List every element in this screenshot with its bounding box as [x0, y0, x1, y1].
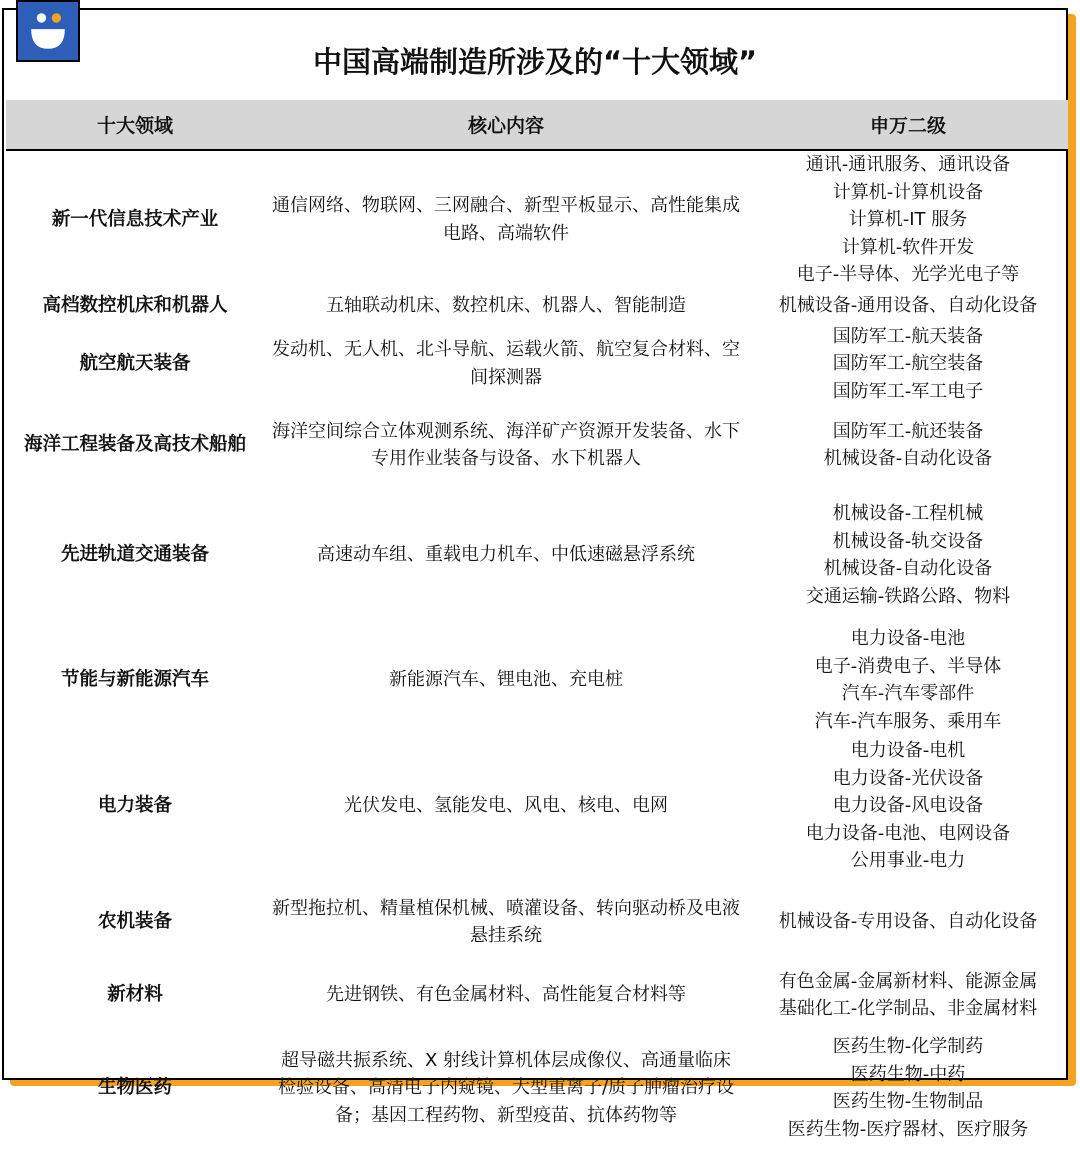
cell-sw-level2	[748, 877, 1068, 967]
sw-industry-line: 医药生物-生物制品	[832, 1091, 984, 1112]
cell-core-content: 新型拖拉机、精量植保机械、喷灌设备、转向驱动桥及电液悬挂系统	[272, 897, 740, 946]
column-header-content: 核心内容	[264, 100, 748, 150]
sw-industry-line: 计算机-IT 服务	[848, 209, 968, 230]
sw-industry-line: 国防军工-航天装备	[832, 325, 984, 347]
table-row	[6, 967, 1068, 1023]
sw-industry-line: 电子-消费电子、半导体	[814, 655, 1002, 677]
sw-industry-line: 公用事业-电力	[850, 850, 966, 872]
table-row	[6, 877, 1068, 967]
sw-industry-line: 机械设备-通用设备、自动化设备	[778, 294, 1038, 316]
sw-industry-line: 医药生物-中药	[850, 1063, 966, 1085]
sw-industry-line: 通讯-通讯服务、通讯设备	[805, 154, 1011, 175]
cell-sw-level2	[748, 735, 1068, 877]
cell-sw-level2	[748, 150, 1068, 289]
sw-industry-line: 机械设备-自动化设备	[823, 448, 993, 469]
cell-domain: 农机装备	[97, 911, 172, 933]
table-row	[6, 405, 1068, 485]
cell-domain: 先进轨道交通装备	[60, 544, 209, 566]
sw-industry-line: 机械设备-工程机械	[832, 503, 984, 524]
table-header-row	[6, 100, 1068, 150]
cell-core-content: 超导磁共振系统、X 射线计算机体层成像仪、高通量临床检验设备、高清电子内窥镜、大型重离子/质子肿瘤治疗设备；基因工程药物、新型疫苗、抗体药物等	[277, 1049, 735, 1126]
table-body	[6, 150, 1068, 1153]
cell-domain: 电力装备	[97, 795, 172, 817]
sw-industry-line: 机械设备-专用设备、自动化设备	[778, 911, 1038, 933]
cell-domain: 生物医药	[97, 1077, 172, 1099]
sw-industry-line: 电力设备-光伏设备	[832, 767, 984, 789]
sw-industry-line: 国防军工-航空装备	[832, 353, 984, 374]
table-row	[6, 625, 1068, 735]
cell-domain: 海洋工程装备及高技术船舶	[23, 434, 246, 456]
cell-domain: 航空航天装备	[79, 353, 191, 374]
sw-industry-line: 基础化工-化学制品、非金属材料	[778, 998, 1038, 1019]
cell-sw-level2	[748, 1023, 1068, 1153]
cell-core-content: 五轴联动机床、数控机床、机器人、智能制造	[326, 294, 686, 316]
sw-industry-line: 电力设备-电池、电网设备	[805, 822, 1011, 844]
sw-industry-line: 机械设备-自动化设备	[823, 558, 993, 579]
table-row	[6, 150, 1068, 289]
cell-core-content: 光伏发电、氢能发电、风电、核电、电网	[344, 795, 668, 817]
cell-domain: 新材料	[107, 984, 163, 1006]
sw-industry-line: 医药生物-化学制药	[832, 1036, 984, 1057]
sw-industry-line: 电力设备-风电设备	[832, 795, 984, 817]
cell-core-content: 新能源汽车、锂电池、充电桩	[389, 669, 623, 691]
sw-industry-line: 交通运输-铁路公路、物料	[805, 585, 1011, 607]
sw-industry-line: 汽车-汽车零部件	[841, 683, 975, 704]
domains-table	[6, 100, 1068, 1153]
smiley-face-icon	[18, 2, 78, 60]
column-header-domain: 十大领域	[6, 100, 264, 150]
sw-industry-line: 国防军工-航还装备	[832, 420, 984, 442]
sw-industry-line: 电力设备-电池	[850, 628, 966, 649]
cell-core-content: 海洋空间综合立体观测系统、海洋矿产资源开发装备、水下专用作业装备与设备、水下机器人	[272, 420, 740, 469]
cell-sw-level2	[748, 625, 1068, 735]
sw-industry-line: 电子-半导体、光学光电子等	[796, 264, 1020, 285]
table-row	[6, 1023, 1068, 1153]
sw-industry-line: 机械设备-轨交设备	[832, 530, 984, 552]
logo	[16, 0, 80, 62]
sw-industry-line: 电力设备-电机	[850, 740, 966, 762]
table-card	[2, 8, 1068, 1140]
sw-industry-line: 计算机-软件开发	[841, 236, 975, 258]
table-row	[6, 735, 1068, 877]
sw-industry-line: 医药生物-医疗器材、医疗服务	[787, 1118, 1029, 1140]
page-title: 中国高端制造所涉及的“十大领域”	[312, 45, 758, 79]
sw-industry-line: 汽车-汽车服务、乘用车	[814, 710, 1002, 732]
table-row	[6, 323, 1068, 406]
cell-sw-level2	[748, 967, 1068, 1023]
table-row	[6, 485, 1068, 625]
cell-core-content: 高速动车组、重载电力机车、中低速磁悬浮系统	[317, 544, 695, 566]
column-header-sw-level2: 申万二级	[748, 100, 1068, 150]
cell-sw-level2	[748, 405, 1068, 485]
cell-sw-level2	[748, 289, 1068, 323]
cell-core-content: 通信网络、物联网、三网融合、新型平板显示、高性能集成电路、高端软件	[272, 195, 740, 244]
sw-industry-line: 计算机-计算机设备	[832, 181, 984, 203]
cell-core-content: 先进钢铁、有色金属材料、高性能复合材料等	[326, 984, 686, 1006]
cell-sw-level2	[748, 485, 1068, 625]
cell-domain: 新一代信息技术产业	[51, 209, 219, 230]
sw-industry-line: 有色金属-金属新材料、能源金属	[778, 970, 1038, 992]
cell-sw-level2	[748, 323, 1068, 406]
sw-industry-line: 国防军工-军工电子	[832, 380, 984, 402]
cell-domain: 节能与新能源汽车	[60, 669, 209, 691]
cell-domain: 高档数控机床和机器人	[42, 294, 228, 316]
table-row	[6, 289, 1068, 323]
cell-core-content: 发动机、无人机、北斗导航、运载火箭、航空复合材料、空间探测器	[272, 339, 740, 388]
